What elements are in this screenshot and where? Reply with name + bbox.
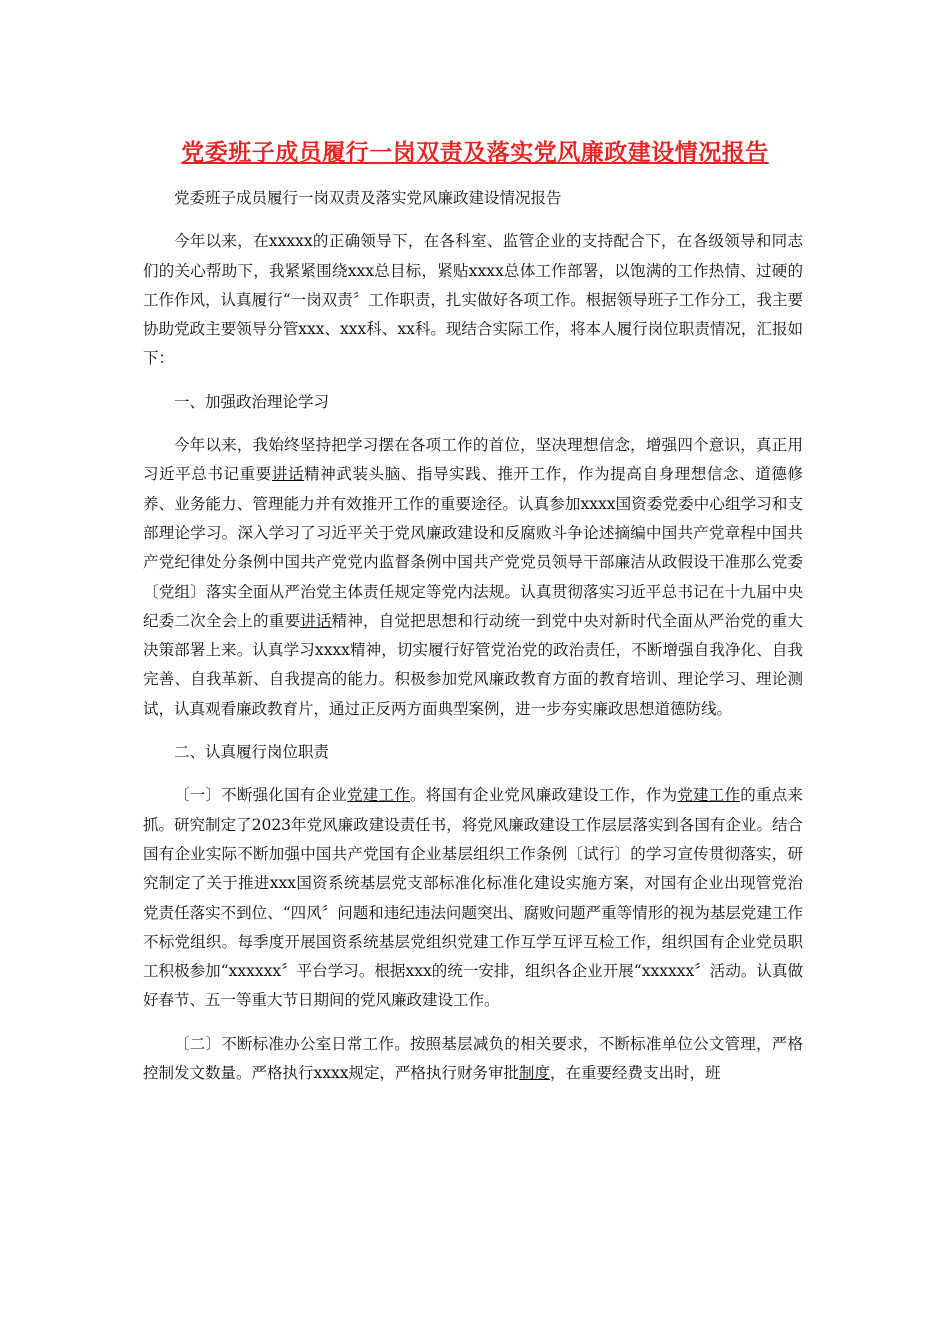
underlined-term[interactable]: 讲话 <box>300 611 332 630</box>
paragraph-text: 。将国有企业党风廉政建设工作，作为 <box>409 786 678 805</box>
paragraph-text: 今年以来，我始终坚持把学习摆在各项工作的首位，坚决理想信念，增强四个意识，真正用习近平总书记重要 <box>143 436 803 484</box>
section-heading: 一、加强政治理论学习 <box>174 392 330 411</box>
paragraph-text: 〔一〕不断强化国有企业 <box>174 786 348 805</box>
subtitle-paragraph: 党委班子成员履行一岗双责及落实党风廉政建设情况报告 <box>174 189 562 207</box>
underlined-term[interactable]: 制度 <box>518 1064 550 1083</box>
body-paragraph <box>143 781 803 1015</box>
body-paragraph <box>143 431 803 724</box>
paragraph-text: ，在重要经费支出时，班 <box>549 1064 721 1083</box>
underlined-term[interactable]: 党建工作 <box>677 786 741 805</box>
intro-paragraph: 今年以来，在xxxxx的正确领导下，在各科室、监管企业的支持配合下，在各级领导和同志们的关心帮助下，我紧紧围绕xxx总目标，紧贴xxxx总体工作部署，以饱满的工作热情、过硬的工作作风，认真履行“一岗双责〞工作职责，扎实做好各项工作。根据领导班子工作分工，我主要协助党政主要领导分管xxx、xxx科、xx科。现结合实际工作，将本人履行岗位职责情况，汇报如下： <box>143 232 803 368</box>
underlined-term[interactable]: 党建工作 <box>347 786 410 805</box>
paragraph-text: 的重点来抓。研究制定了2023年党风廉政建设责任书，将党风廉政建设工作层层落实到各国有企业。结合国有企业实际不断加强中国共产党国有企业基层组织工作条例〔试行〕的学习宣传贯彻落实，研究制定了关于推进xxx国资系统基层党支部标准化标准化建设实施方案，对国有企业出现管党治党责任落实不到位、“四风〞问题和违纪违法问题突出、腐败问题严重等情形的视为基层党建工作不标党组织。每季度开展国资系统基层党组织党建工作互学互评互检工作，组织国有企业党员职工积极参加“xxxxxx〞平台学习。根据xxx的统一安排，组织各企业开展“xxxxxx〞活动。认真做好春节、五一等重大节日期间的党风廉政建设工作。 <box>143 786 803 1010</box>
paragraph-text: 〔二〕不断标准办公室日常工作。按照基层减负的相关要求，不断标准单位公文管理，严格控制发文数量。严格执行xxxx规定，严格执行财务审批 <box>143 1034 803 1083</box>
underlined-term[interactable]: 讲话 <box>271 465 305 484</box>
body-paragraph <box>143 1030 803 1089</box>
document-title: 党委班子成员履行一岗双责及落实党风廉政建设情况报告 <box>181 140 769 166</box>
document-body <box>143 184 803 1102</box>
paragraph-text: 精神武装头脑、指导实践、推开工作，作为提高自身理想信念、道德修养、业务能力、管理能力并有效推开工作的重要途径。认真参加xxxx国资委党委中心组学习和支部理论学习。深入学习了习近平关于党风廉政建设和反腐败斗争论述摘编中国共产党章程中国共产党纪律处分条例中国共产党党内监督条例中国共产党党员领导干部廉洁从政假设干准那么党委〔党组〕落实全面从严治党主体责任规定等党内法规。认真贯彻落实习近平总书记在十九届中央纪委二次全会上的重要 <box>143 465 803 630</box>
section-heading: 二、认真履行岗位职责 <box>174 743 330 762</box>
paragraph-text: 精神，自觉把思想和行动统一到党中央对新时代全面从严治党的重大决策部署上来。认真学习xxxx精神，切实履行好管党治党的政治责任，不断增强自我净化、自我完善、自我革新、自我提高的能力。积极参加党风廉政教育方面的教育培训、理论学习、理论测试，认真观看廉政教育片，通过正反两方面典型案例，进一步夯实廉政思想道德防线。 <box>143 611 803 718</box>
